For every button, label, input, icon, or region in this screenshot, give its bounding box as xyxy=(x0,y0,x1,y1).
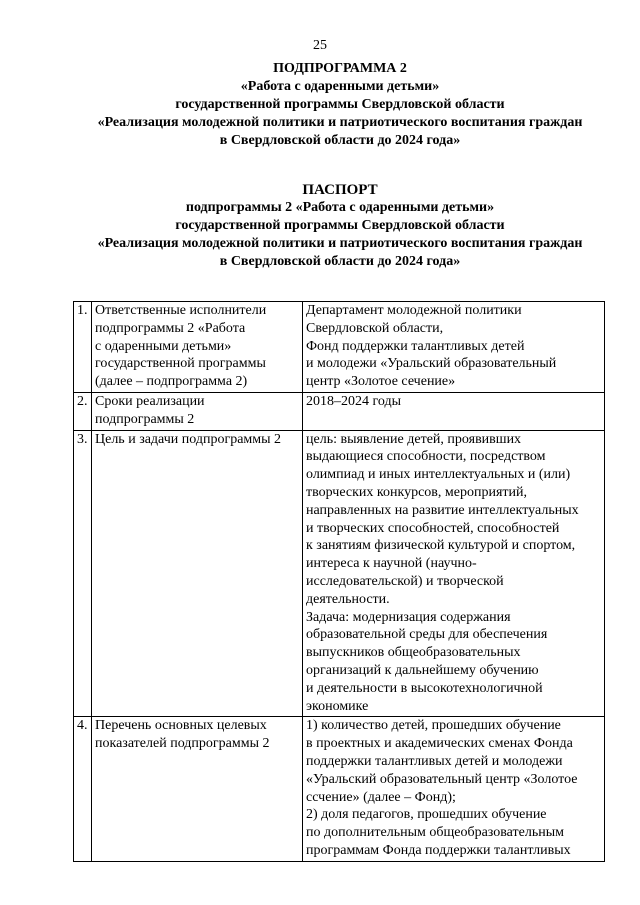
row-value-line: и деятельности в высокотехнологичной xyxy=(306,680,543,696)
row-value-line: Департамент молодежной политики xyxy=(306,303,522,318)
row-value-line: центр «Золотое сечение» xyxy=(306,374,456,390)
row-value-line: 1) количество детей, прошедших обучение xyxy=(306,718,561,734)
subprogram-heading-line: в Свердловской области до 2024 года» xyxy=(219,133,461,148)
row-number: 4. xyxy=(74,717,92,861)
row-value-cell xyxy=(303,717,605,861)
table-row xyxy=(74,392,605,430)
row-name-cell xyxy=(92,430,303,717)
row-value-line: программам Фонда поддержки талантливых xyxy=(306,842,571,858)
passport-heading-line: подпрограммы 2 «Работа с одаренными детьми» xyxy=(185,200,495,215)
passport-heading-line: государственной программы Свердловской области xyxy=(175,218,505,233)
row-name-line: Сроки реализации xyxy=(95,393,205,409)
row-name-line: Ответственные исполнители xyxy=(95,303,267,318)
table-row xyxy=(74,717,605,861)
row-number: 2. xyxy=(74,392,92,430)
row-value-line: «Уральский образовательный центр «Золотое xyxy=(306,771,578,787)
row-name-line: государственной программы xyxy=(95,356,266,372)
row-value-line: поддержки талантливых детей и молодежи xyxy=(306,753,563,769)
row-value-cell xyxy=(303,392,605,430)
row-name-cell xyxy=(92,302,303,393)
row-name-line: с одаренными детьми» xyxy=(95,338,232,354)
row-value-line: направленных на развитие интеллектуальных xyxy=(306,502,579,518)
row-value-line: творческих конкурсов, мероприятий, xyxy=(306,484,528,500)
row-value-line: в проектных и академических сменах Фонда xyxy=(306,736,573,752)
row-value-cell xyxy=(303,302,605,393)
subprogram-heading-line: «Реализация молодежной политики и патриотического воспитания граждан xyxy=(97,115,583,130)
row-value-line: по дополнительным общеобразовательным xyxy=(306,825,564,841)
passport-heading xyxy=(30,181,640,271)
row-value-line: образовательной среды для обеспечения xyxy=(306,627,548,643)
passport-heading-line: в Свердловской области до 2024 года» xyxy=(219,254,461,269)
row-value-line: Свердловской области, xyxy=(306,320,444,336)
row-value-line: и молодежи «Уральский образовательный xyxy=(306,356,557,372)
row-value-line: Фонд поддержки талантливых детей xyxy=(306,338,525,354)
row-value-line: Задача: модернизация содержания xyxy=(306,609,511,625)
row-value-line: к занятиям физической культурой и спортом, xyxy=(306,538,576,554)
row-value-line: 2018–2024 годы xyxy=(306,393,402,409)
subprogram-heading-line: государственной программы Свердловской области xyxy=(175,97,505,112)
row-name-line: Цель и задачи подпрограммы 2 xyxy=(95,431,282,447)
row-value-line: олимпиад и иных интеллектуальных и (или) xyxy=(306,467,571,483)
row-name-line: подпрограммы 2 xyxy=(95,411,195,427)
passport-table xyxy=(73,301,605,862)
subprogram-heading-line: «Работа с одаренными детьми» xyxy=(240,79,440,94)
passport-heading-line: «Реализация молодежной политики и патриотического воспитания граждан xyxy=(97,236,583,251)
row-name-line: показателей подпрограммы 2 xyxy=(95,736,270,752)
row-value-line: 2) доля педагогов, прошедших обучение xyxy=(306,807,547,823)
row-value-line: экономике xyxy=(306,698,369,714)
row-value-line: и творческих способностей, способностей xyxy=(306,520,560,536)
row-value-line: выпускников общеобразовательных xyxy=(306,645,521,661)
passport-title: ПАСПОРТ xyxy=(302,182,378,198)
page-number: 25 xyxy=(313,38,327,53)
subprogram-heading xyxy=(30,60,640,150)
row-name-line: Перечень основных целевых xyxy=(95,718,267,734)
table-row xyxy=(74,430,605,717)
subprogram-heading-line: ПОДПРОГРАММА 2 xyxy=(273,61,407,76)
row-value-line: деятельности. xyxy=(306,591,390,607)
row-name-line: (далее – подпрограмма 2) xyxy=(95,374,248,390)
row-name-line: подпрограммы 2 «Работа xyxy=(95,320,246,336)
row-number: 3. xyxy=(74,430,92,717)
row-value-line: цель: выявление детей, проявивших xyxy=(306,431,522,447)
row-value-line: выдающиеся способности, посредством xyxy=(306,449,546,465)
row-value-line: ссчение» (далее – Фонд); xyxy=(306,789,456,805)
row-value-line: интереса к научной (научно- xyxy=(306,556,477,572)
row-name-cell xyxy=(92,392,303,430)
row-name-cell xyxy=(92,717,303,861)
row-number: 1. xyxy=(74,302,92,393)
row-value-cell xyxy=(303,430,605,717)
row-value-line: организаций к дальнейшему обучению xyxy=(306,662,539,678)
passport-table-body xyxy=(74,302,605,862)
row-value-line: исследовательской) и творческой xyxy=(306,573,504,589)
table-row xyxy=(74,302,605,393)
